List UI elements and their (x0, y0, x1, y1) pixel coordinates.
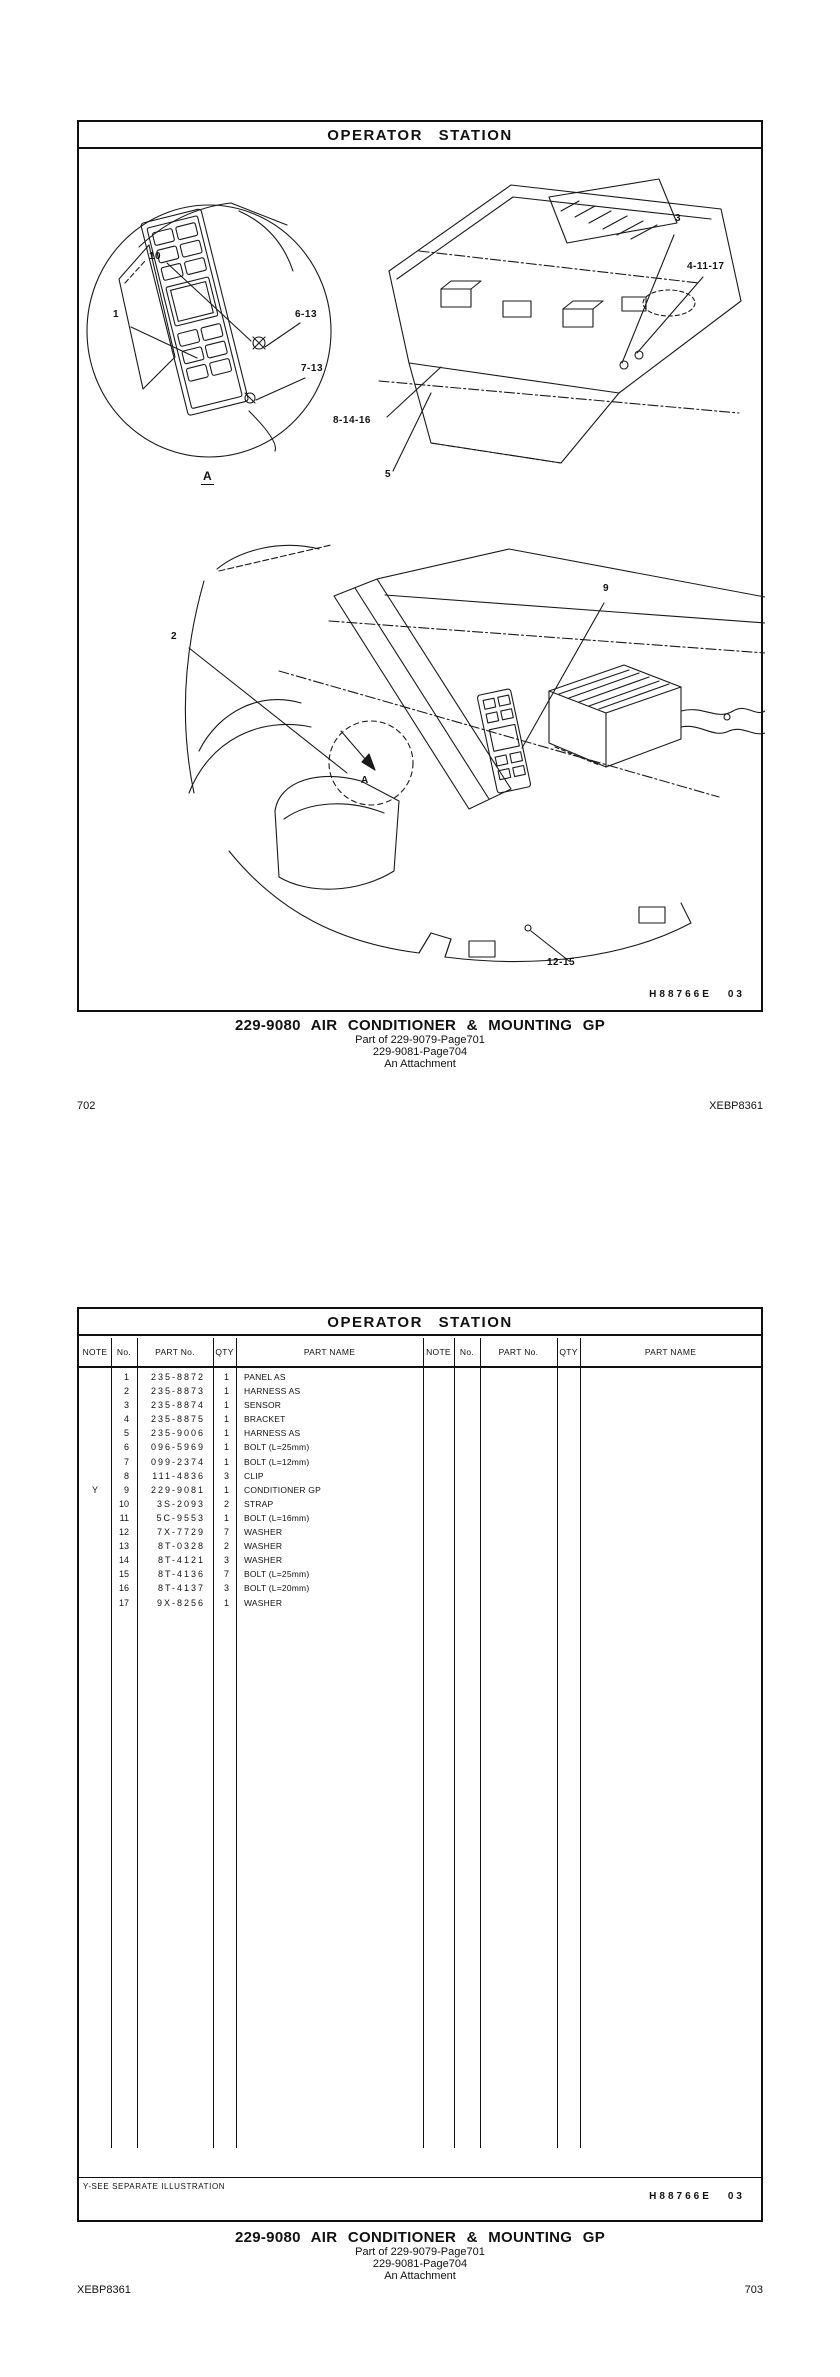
cell-part-no: 8T-4121 (157, 1555, 205, 1566)
page-footer (77, 2284, 763, 2296)
table-row (79, 1483, 423, 1497)
cell-part-name: STRAP (244, 1498, 274, 1509)
cell-note (79, 1469, 111, 1483)
parts-list-sheet (77, 1307, 763, 2222)
cab-assembly-view (185, 545, 765, 962)
caption-part-of: Part of 229-9079-Page701 (355, 2246, 485, 2258)
cell-part-no: 8T-0328 (157, 1541, 205, 1552)
callout-4-11-17: 4-11-17 (687, 261, 725, 272)
page-number: 703 (744, 2284, 763, 2296)
cell-no: 3 (123, 1400, 129, 1411)
drawing-revision: 03 (727, 989, 745, 1000)
table-row (79, 1553, 423, 1567)
cell-qty: 1 (223, 1414, 229, 1425)
cell-part-no: 5C-9553 (156, 1512, 205, 1523)
parts-table (79, 1338, 761, 2191)
cell-part-no: 099-2374 (150, 1456, 205, 1467)
caption-cross-ref: 229-9081-Page704 (372, 1046, 468, 1058)
cell-note: Y (91, 1484, 98, 1495)
cell-qty: 1 (223, 1597, 229, 1608)
cell-part-no: 9X-8256 (156, 1597, 205, 1608)
cell-part-name: BOLT (L=12mm) (244, 1456, 310, 1467)
cell-no: 13 (118, 1541, 129, 1552)
cell-part-name: BOLT (L=16mm) (244, 1512, 310, 1523)
cell-no: 5 (123, 1428, 129, 1439)
cell-qty: 3 (223, 1470, 229, 1481)
callout-12-15: 12-15 (547, 957, 576, 968)
cell-note (79, 1455, 111, 1469)
callout-2: 2 (171, 631, 178, 642)
drawing-number: H88766E (649, 2191, 712, 2202)
cell-no: 9 (123, 1484, 129, 1495)
cell-no: 12 (118, 1527, 129, 1538)
cell-qty: 2 (223, 1541, 229, 1552)
header-note: NOTE (82, 1347, 108, 1357)
cell-note (79, 1511, 111, 1525)
caption-title: 229-9080 AIR CONDITIONER & MOUNTING GP (234, 1017, 606, 1034)
caption-attachment: An Attachment (384, 1058, 456, 1070)
callout-8-14-16: 8-14-16 (333, 415, 371, 426)
callout-9: 9 (603, 583, 610, 594)
cell-qty: 1 (223, 1512, 229, 1523)
cell-note (79, 1539, 111, 1553)
page-number: 702 (77, 1100, 96, 1112)
parts-diagram-svg (79, 151, 765, 1013)
header-part-no-2: PART No. (498, 1347, 539, 1357)
cell-part-no: 096-5969 (150, 1442, 205, 1453)
cell-qty: 1 (223, 1484, 229, 1495)
callout-6-13: 6-13 (295, 309, 318, 320)
table-row (79, 1370, 423, 1384)
table-row (79, 1581, 423, 1595)
page-footer (77, 1100, 763, 1112)
caption-cross-ref: 229-9081-Page704 (372, 2258, 468, 2270)
cell-part-no: 235-9006 (150, 1428, 205, 1439)
caption-attachment: An Attachment (384, 2270, 456, 2282)
cell-no: 11 (119, 1512, 129, 1523)
column-divider (480, 1338, 481, 2148)
cell-no: 10 (118, 1498, 129, 1509)
cell-part-no: 8T-4136 (157, 1569, 205, 1580)
table-row (79, 1567, 423, 1581)
callout-7-13: 7-13 (301, 363, 324, 374)
roof-assembly-view (379, 179, 741, 471)
illustration-sheet (77, 120, 763, 1012)
callout-5: 5 (385, 469, 392, 480)
cell-part-name: WASHER (244, 1597, 283, 1608)
cell-note (79, 1497, 111, 1511)
callout-3: 3 (675, 213, 682, 224)
cell-part-no: 235-8874 (150, 1400, 205, 1411)
cell-qty: 1 (223, 1386, 229, 1397)
drawing-revision: 03 (727, 2191, 745, 2202)
cell-note (79, 1525, 111, 1539)
cell-part-name: BRACKET (244, 1414, 286, 1425)
cell-part-no: 3S-2093 (156, 1498, 205, 1509)
sheet-title: OPERATOR STATION (79, 1309, 761, 1336)
cell-part-name: CONDITIONER GP (244, 1484, 321, 1495)
drawing-reference (649, 2191, 745, 2202)
header-part-name: PART NAME (303, 1347, 356, 1357)
detail-view-label-a: A (203, 469, 213, 483)
cell-no: 7 (123, 1456, 129, 1467)
cell-part-name: BOLT (L=25mm) (244, 1442, 310, 1453)
table-row (79, 1497, 423, 1511)
cell-qty: 1 (223, 1456, 229, 1467)
cell-no: 14 (118, 1555, 129, 1566)
header-qty: QTY (215, 1347, 234, 1357)
detail-marker-label-a: A (361, 775, 369, 786)
table-footnote: Y-SEE SEPARATE ILLUSTRATION (79, 2177, 761, 2199)
cell-qty: 1 (223, 1400, 229, 1411)
table-row (79, 1469, 423, 1483)
drawing-number: H88766E (649, 989, 712, 1000)
cell-qty: 7 (223, 1569, 229, 1580)
column-divider (580, 1338, 581, 2148)
column-divider (454, 1338, 455, 2148)
cell-note (79, 1567, 111, 1581)
header-no-2: No. (459, 1347, 475, 1357)
cell-no: 1 (123, 1372, 129, 1382)
sheet-title: OPERATOR STATION (79, 122, 761, 149)
cell-note (79, 1412, 111, 1426)
cell-note (79, 1596, 111, 1610)
cell-part-name: WASHER (244, 1555, 283, 1566)
header-no: No. (116, 1347, 132, 1357)
cell-part-name: PANEL AS (244, 1372, 286, 1382)
header-note-2: NOTE (426, 1347, 451, 1357)
table-row (79, 1455, 423, 1469)
cell-qty: 1 (223, 1428, 229, 1439)
table-row (79, 1384, 423, 1398)
cell-note (79, 1440, 111, 1454)
cell-part-name: BOLT (L=25mm) (244, 1569, 310, 1580)
cell-part-name: CLIP (244, 1470, 264, 1481)
cell-note (79, 1384, 111, 1398)
table-body (79, 1370, 423, 1610)
cell-no: 8 (123, 1470, 129, 1481)
drawing-reference (649, 989, 745, 1000)
cell-note (79, 1581, 111, 1595)
cell-qty: 2 (223, 1498, 229, 1509)
sheet-caption (0, 2230, 840, 2282)
cell-no: 16 (118, 1583, 129, 1594)
callout-10: 10 (149, 251, 162, 262)
cell-part-no: 235-8872 (150, 1372, 205, 1382)
sheet-caption (0, 1018, 840, 1070)
cell-qty: 1 (223, 1442, 229, 1453)
cell-part-no: 235-8873 (150, 1386, 205, 1397)
cell-no: 4 (123, 1414, 129, 1425)
cell-part-name: SENSOR (244, 1400, 282, 1411)
cell-part-name: HARNESS AS (244, 1386, 301, 1397)
document-code: XEBP8361 (709, 1100, 763, 1112)
detail-view-a (87, 203, 331, 457)
cell-part-no: 235-8875 (150, 1414, 205, 1425)
table-row (79, 1539, 423, 1553)
document-code: XEBP8361 (77, 2284, 131, 2296)
cell-part-name: WASHER (244, 1541, 283, 1552)
table-header-row (79, 1338, 761, 1368)
caption-part-of: Part of 229-9079-Page701 (355, 1034, 485, 1046)
cell-qty: 3 (223, 1583, 229, 1594)
cell-no: 17 (118, 1597, 129, 1608)
header-qty-2: QTY (559, 1347, 578, 1357)
cell-part-no: 7X-7729 (156, 1527, 205, 1538)
cell-part-no: 8T-4137 (157, 1583, 205, 1594)
cell-no: 6 (123, 1442, 129, 1453)
cell-note (79, 1398, 111, 1412)
cell-note (79, 1370, 111, 1384)
cell-no: 2 (123, 1386, 129, 1397)
diagram-area (79, 151, 761, 1010)
table-row (79, 1426, 423, 1440)
header-part-name-2: PART NAME (644, 1347, 697, 1357)
cell-note (79, 1426, 111, 1440)
cell-part-name: WASHER (244, 1527, 283, 1538)
cell-part-name: BOLT (L=20mm) (244, 1583, 310, 1594)
table-row (79, 1398, 423, 1412)
cell-no: 15 (118, 1569, 129, 1580)
caption-title: 229-9080 AIR CONDITIONER & MOUNTING GP (234, 2229, 606, 2246)
table-row (79, 1440, 423, 1454)
cell-qty: 3 (223, 1555, 229, 1566)
cell-part-no: 111-4836 (152, 1470, 205, 1481)
table-row (79, 1525, 423, 1539)
table-row (79, 1596, 423, 1610)
cell-part-name: HARNESS AS (244, 1428, 301, 1439)
column-divider (423, 1338, 424, 2148)
table-row (79, 1412, 423, 1426)
cell-qty: 1 (223, 1372, 229, 1382)
callout-1: 1 (113, 309, 120, 320)
cell-qty: 7 (223, 1527, 229, 1538)
cell-note (79, 1553, 111, 1567)
cell-part-no: 229-9081 (150, 1484, 205, 1495)
header-part-no: PART No. (155, 1347, 195, 1357)
column-divider (557, 1338, 558, 2148)
table-row (79, 1511, 423, 1525)
